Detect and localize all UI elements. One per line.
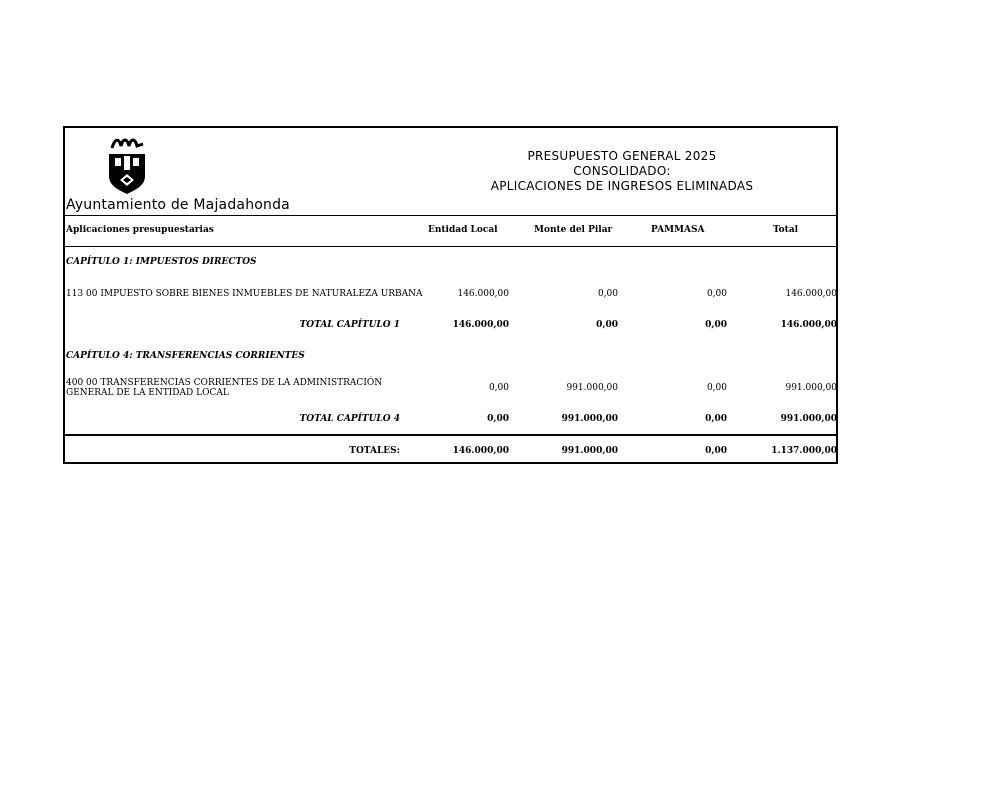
- chapter-1-row-monte: 0,00: [597, 289, 618, 299]
- chapter-1-subtotal-entidad: 146.000,00: [452, 320, 509, 330]
- col-header-aplicaciones: Aplicaciones presupuestarias: [66, 225, 214, 235]
- majadahonda-coat-of-arms-logo: [107, 136, 147, 196]
- chapter-1-subtotal-pammasa: 0,00: [705, 320, 727, 330]
- totals-pammasa: 0,00: [705, 446, 727, 456]
- chapter-4-subtotal-total: 991.000,00: [780, 414, 837, 424]
- chapter-1-row-pammasa: 0,00: [706, 289, 727, 299]
- chapter-4-subtotal-label: TOTAL CAPÍTULO 4: [299, 414, 400, 424]
- chapter-4-row-description: 400 00 TRANSFERENCIAS CORRIENTES DE LA ADMINISTRACIÓN GENERAL DE LA ENTIDAD LOCAL: [66, 378, 383, 398]
- col-header-entidad-local: Entidad Local: [428, 225, 498, 235]
- chapter-4-row-pammasa: 0,00: [706, 383, 727, 393]
- chapter-1-subtotal-monte: 0,00: [596, 320, 618, 330]
- report-titles: [457, 149, 787, 194]
- chapter-4-row-total: 991.000,00: [785, 383, 837, 393]
- totals-total: 1.137.000,00: [771, 446, 837, 456]
- report-section-title: APLICACIONES DE INGRESOS ELIMINADAS: [490, 179, 754, 193]
- chapter-4-subtotal-entidad: 0,00: [487, 414, 509, 424]
- chapter-4-subtotal-monte: 991.000,00: [561, 414, 618, 424]
- totals-label: TOTALES:: [349, 446, 400, 456]
- chapter-1-row-total: 146.000,00: [785, 289, 837, 299]
- totals-divider: [65, 434, 836, 436]
- report-subtitle: CONSOLIDADO:: [573, 164, 671, 178]
- chapter-4-subtotal-pammasa: 0,00: [705, 414, 727, 424]
- budget-sheet: [63, 126, 838, 464]
- col-header-pammasa: PAMMASA: [651, 225, 705, 235]
- organization-name: Ayuntamiento de Majadahonda: [66, 197, 290, 213]
- chapter-4-row-monte: 991.000,00: [566, 383, 618, 393]
- col-header-total: Total: [773, 225, 799, 235]
- chapter-4-title: CAPÍTULO 4: TRANSFERENCIAS CORRIENTES: [66, 351, 305, 361]
- header-divider: [65, 215, 836, 216]
- chapter-1-subtotal-total: 146.000,00: [780, 320, 837, 330]
- chapter-4-row-entidad: 0,00: [488, 383, 509, 393]
- report-title: PRESUPUESTO GENERAL 2025: [527, 149, 717, 163]
- chapter-1-title: CAPÍTULO 1: IMPUESTOS DIRECTOS: [66, 257, 257, 267]
- chapter-1-row-entidad: 146.000,00: [457, 289, 509, 299]
- totals-monte: 991.000,00: [561, 446, 618, 456]
- column-header-divider: [65, 246, 836, 247]
- chapter-1-subtotal-label: TOTAL CAPÍTULO 1: [299, 320, 400, 330]
- totals-entidad: 146.000,00: [452, 446, 509, 456]
- col-header-monte-del-pilar: Monte del Pilar: [534, 225, 613, 235]
- chapter-1-row-description: 113 00 IMPUESTO SOBRE BIENES INMUEBLES DE NATURALEZA URBANA: [66, 289, 423, 299]
